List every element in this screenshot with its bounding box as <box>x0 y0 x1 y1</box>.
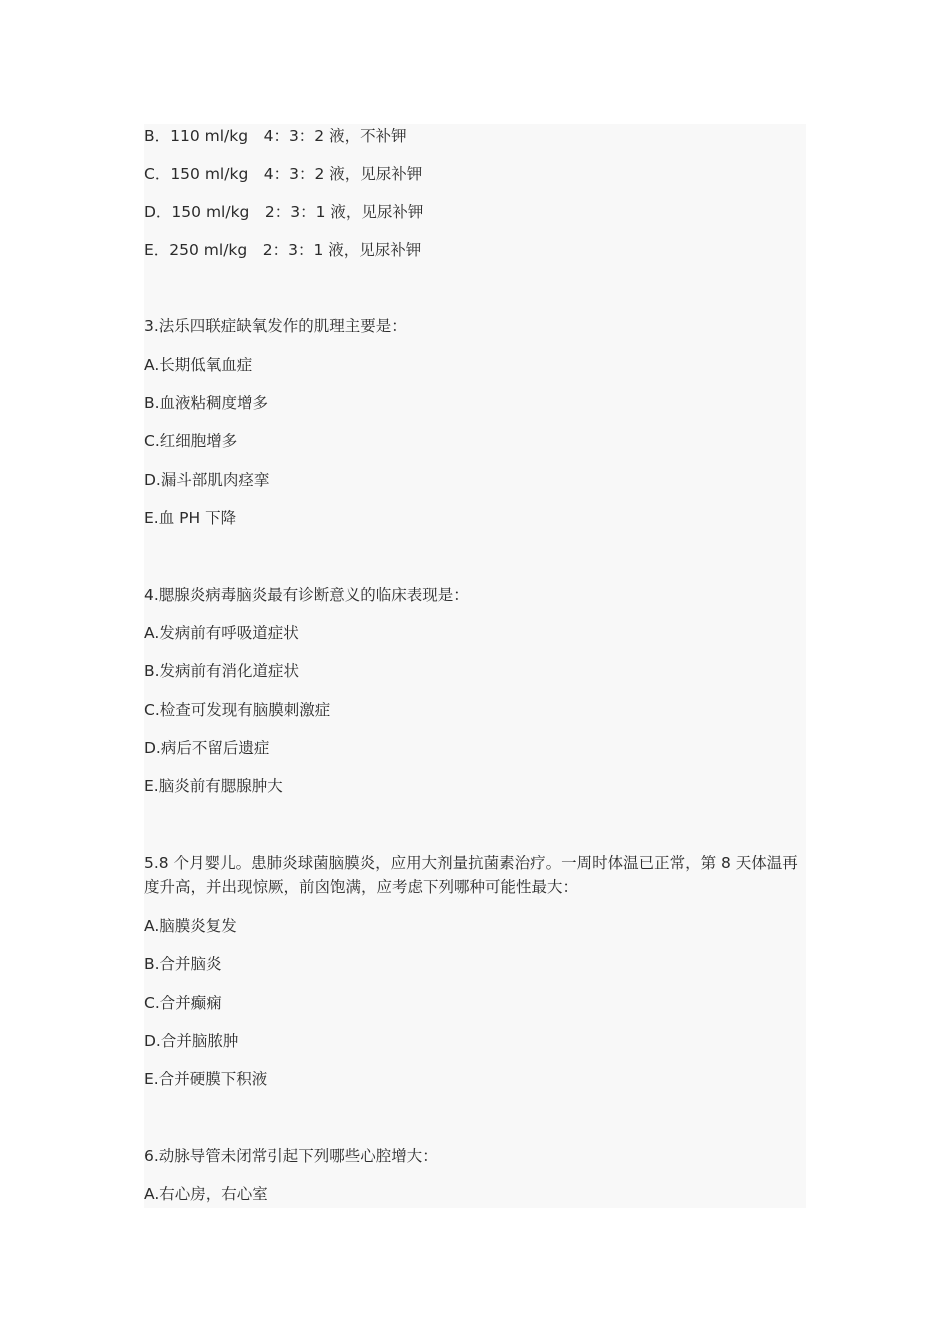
q4-question: 4.腮腺炎病毒脑炎最有诊断意义的临床表现是： <box>144 586 469 604</box>
q3-option-d: D.漏斗部肌肉痉挛 <box>144 471 270 489</box>
q5-option-b: B.合并脑炎 <box>144 955 222 973</box>
q3-question: 3.法乐四联症缺氧发作的肌理主要是： <box>144 317 407 335</box>
q5-option-e: E.合并硬膜下积液 <box>144 1070 268 1088</box>
q2-option-b: B．110 ml/kg 4：3：2 液，不补钾 <box>144 127 407 145</box>
q5-option-a: A.脑膜炎复发 <box>144 917 237 935</box>
q3-option-b: B.血液粘稠度增多 <box>144 394 269 412</box>
q5-option-c: C.合并癫痫 <box>144 994 222 1012</box>
q3-option-c: C.红细胞增多 <box>144 432 238 450</box>
q2-option-d: D．150 ml/kg 2：3：1 液，见尿补钾 <box>144 203 424 221</box>
q4-option-b: B.发病前有消化道症状 <box>144 662 300 680</box>
q5-question: 5.8 个月婴儿。患肺炎球菌脑膜炎，应用大剂量抗菌素治疗。一周时体温已正常，第 8 天体温再度升高，并出现惊厥，前囟饱满，应考虑下列哪种可能性最大： <box>144 854 798 896</box>
q6-question: 6.动脉导管未闭常引起下列哪些心腔增大： <box>144 1147 438 1165</box>
q4-option-c: C.检查可发现有脑膜刺激症 <box>144 701 331 719</box>
q2-option-e: E．250 ml/kg 2：3：1 液，见尿补钾 <box>144 241 422 259</box>
q3-option-a: A.长期低氧血症 <box>144 356 253 374</box>
q5-option-d: D.合并脑脓肿 <box>144 1032 239 1050</box>
q3-option-e: E.血 PH 下降 <box>144 509 237 527</box>
q4-option-e: E.脑炎前有腮腺肿大 <box>144 777 283 795</box>
q6-option-a: A.右心房，右心室 <box>144 1185 268 1203</box>
q4-option-d: D.病后不留后遗症 <box>144 739 270 757</box>
q2-option-c: C．150 ml/kg 4：3：2 液，见尿补钾 <box>144 165 423 183</box>
q4-option-a: A.发病前有呼吸道症状 <box>144 624 299 642</box>
